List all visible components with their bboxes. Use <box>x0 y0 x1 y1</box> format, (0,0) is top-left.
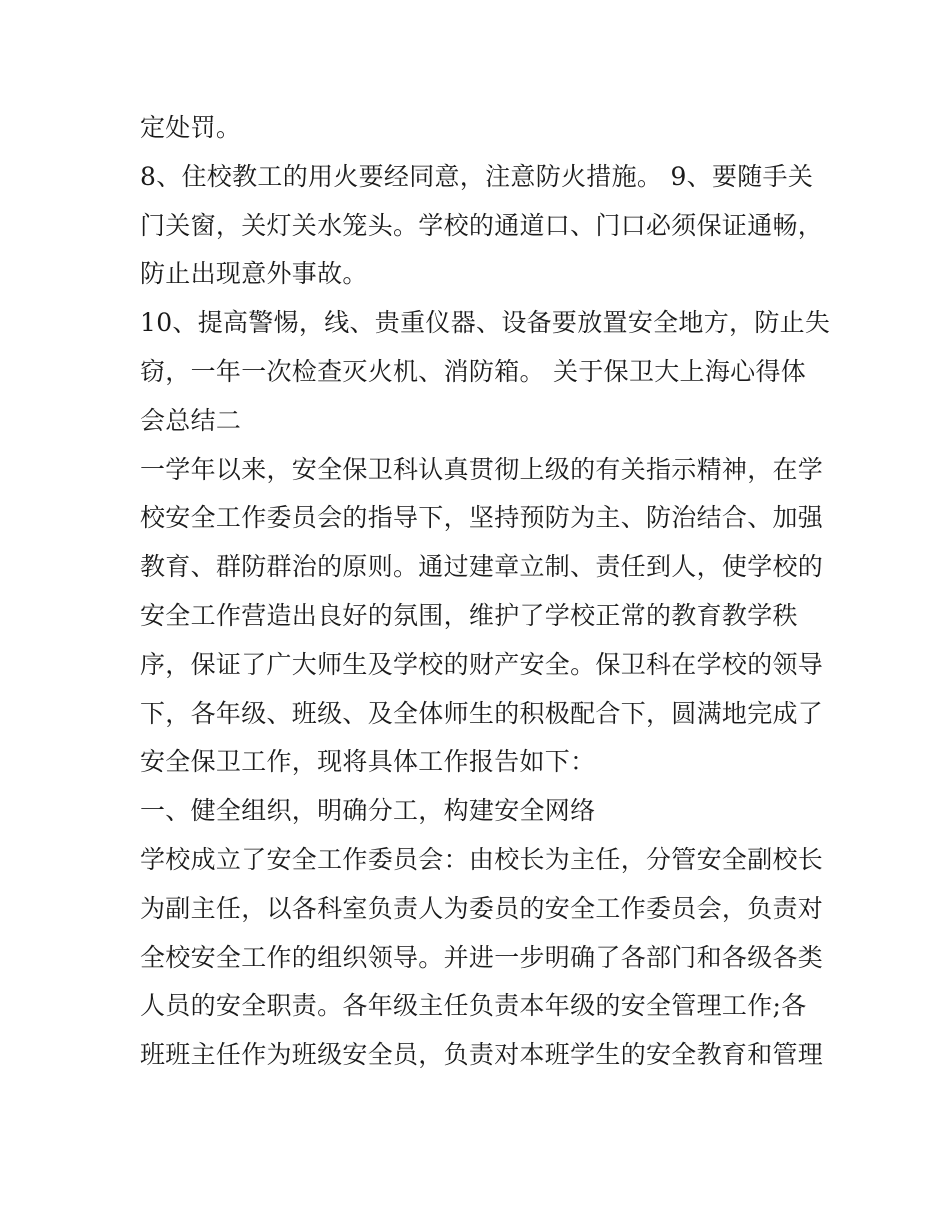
text-line: 安全工作营造出良好的氛围，维护了学校正常的教育教学秩 <box>140 600 798 630</box>
section-heading: 一、健全组织，明确分工，构建安全网络 <box>140 796 596 826</box>
text-line: 窃，一年一次检查灭火机、消防箱。 关于保卫大上海心得体 <box>140 356 807 386</box>
text-line: 8、住校教工的用火要经同意，注意防火措施。 9、要随手关 <box>140 161 814 191</box>
text-line: 全校安全工作的组织领导。并进一步明确了各部门和各级各类 <box>140 942 824 972</box>
text-line: 防止出现意外事故。 <box>140 259 368 289</box>
text-line: 学校成立了安全工作委员会：由校长为主任，分管安全副校长 <box>140 844 824 874</box>
text-line: 安全保卫工作，现将具体工作报告如下： <box>140 747 596 777</box>
text-line: 教育、群防群治的原则。通过建章立制、责任到人，使学校的 <box>140 552 824 582</box>
text-line: 班班主任作为班级安全员，负责对本班学生的安全教育和管理 <box>140 1040 824 1070</box>
text-line: 10、提高警惕，线、贵重仪器、设备要放置安全地方，防止失 <box>140 308 831 338</box>
text-line: 为副主任，以各科室负责人为委员的安全工作委员会，负责对 <box>140 893 824 923</box>
text-line: 定处罚。 <box>140 113 242 142</box>
text-line: 校安全工作委员会的指导下，坚持预防为主、防治结合、加强 <box>140 503 824 533</box>
text-line: 门关窗，关灯关水笼头。学校的通道口、门口必须保证通畅， <box>140 210 824 240</box>
text-line: 会总结二 <box>140 405 242 435</box>
text-line: 序，保证了广大师生及学校的财产安全。保卫科在学校的领导 <box>140 649 824 679</box>
text-line: 下，各年级、班级、及全体师生的积极配合下，圆满地完成了 <box>140 698 824 728</box>
body-text <box>140 104 831 1080</box>
text-line: 人员的安全职责。各年级主任负责本年级的安全管理工作;各 <box>140 991 807 1021</box>
text-line: 一学年以来，安全保卫科认真贯彻上级的有关指示精神，在学 <box>140 454 824 484</box>
